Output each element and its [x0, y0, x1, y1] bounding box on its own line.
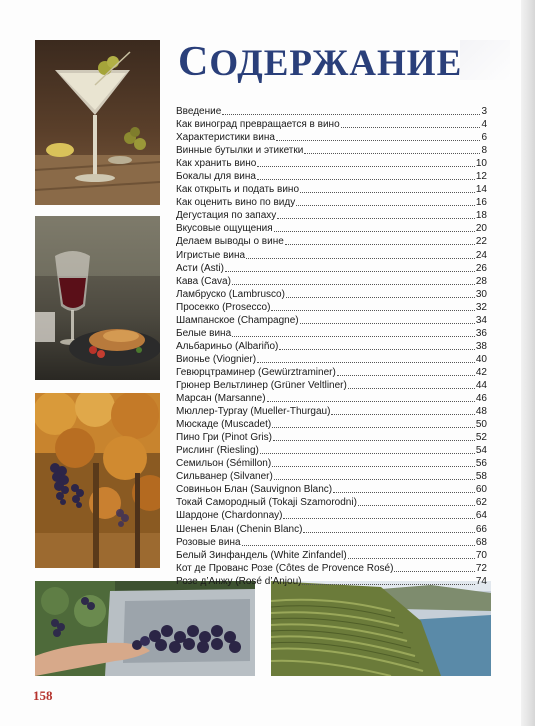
toc-entry[interactable] [176, 183, 487, 196]
toc-entry[interactable] [176, 105, 487, 118]
toc-entry-page: 28 [475, 275, 487, 287]
toc-dot-leader [337, 367, 475, 376]
faded-corner-decoration [460, 40, 510, 80]
toc-dot-leader [303, 524, 474, 533]
toc-dot-leader [348, 380, 475, 389]
toc-entry-title: Как открыть и подать вино [176, 184, 300, 196]
toc-entry-page: 34 [475, 314, 487, 326]
toc-entry[interactable] [176, 392, 487, 405]
toc-entry-page: 4 [481, 119, 487, 131]
toc-entry[interactable] [176, 549, 487, 562]
toc-entry-page: 6 [481, 132, 487, 144]
vineyard-photo [35, 393, 160, 568]
toc-entry-title: Как оценить вино по виду [176, 197, 296, 209]
toc-entry[interactable] [176, 157, 487, 170]
toc-dot-leader [274, 471, 475, 480]
toc-entry-page: 12 [475, 171, 487, 183]
toc-entry-title: Винные бутылки и этикетки [176, 145, 304, 157]
toc-entry[interactable] [176, 496, 487, 509]
toc-entry-title: Пино Гри (Pinot Gris) [176, 432, 272, 444]
toc-entry-title: Вионье (Viognier) [176, 353, 257, 365]
toc-entry-page: 70 [475, 549, 487, 561]
toc-entry[interactable] [176, 457, 487, 470]
toc-entry[interactable] [176, 301, 487, 314]
toc-entry-page: 18 [475, 210, 487, 222]
toc-dot-leader [341, 119, 481, 128]
toc-dot-leader [348, 550, 475, 559]
toc-entry-page: 62 [475, 497, 487, 509]
toc-entry-page: 26 [475, 262, 487, 274]
toc-dot-leader [331, 406, 474, 415]
page-number: 158 [33, 688, 53, 703]
toc-entry-title: Характеристики вина [176, 132, 275, 144]
toc-dot-leader [273, 432, 475, 441]
toc-entry-page: 42 [475, 366, 487, 378]
toc-dot-leader [358, 497, 475, 506]
toc-entry-page: 72 [475, 562, 487, 574]
toc-entry[interactable] [176, 249, 487, 262]
toc-entry[interactable] [176, 562, 487, 575]
toc-entry-page: 46 [475, 393, 487, 405]
toc-entry-page: 52 [475, 432, 487, 444]
toc-dot-leader [257, 158, 475, 167]
toc-entry-title: Шенен Блан (Chenin Blanc) [176, 523, 303, 535]
toc-dot-leader [304, 145, 480, 154]
toc-entry-title: Гевюрцтраминер (Gewürztraminer) [176, 366, 336, 378]
toc-entry[interactable] [176, 144, 487, 157]
toc-entry[interactable] [176, 483, 487, 496]
toc-entry-page: 32 [475, 301, 487, 313]
toc-entry[interactable] [176, 575, 487, 588]
toc-entry-title: Дегустация по запаху [176, 210, 277, 222]
toc-dot-leader [302, 576, 474, 585]
toc-entry[interactable] [176, 118, 487, 131]
toc-entry[interactable] [176, 222, 487, 235]
toc-entry-page: 64 [475, 510, 487, 522]
toc-entry[interactable] [176, 379, 487, 392]
toc-dot-leader [232, 328, 475, 337]
toc-entry-title: Как виноград превращается в вино [176, 119, 340, 131]
toc-entry-title: Мюскаде (Muscadet) [176, 419, 272, 431]
page-title: СОДЕРЖАНИЕ [178, 39, 463, 85]
steak-wine-photo [35, 216, 160, 380]
toc-entry-title: Семильон (Sémillon) [176, 458, 272, 470]
toc-entry-page: 14 [475, 184, 487, 196]
toc-entry[interactable] [176, 235, 487, 248]
toc-entry-page: 60 [475, 484, 487, 496]
toc-entry[interactable] [176, 444, 487, 457]
toc-entry[interactable] [176, 131, 487, 144]
toc-entry-page: 56 [475, 458, 487, 470]
toc-dot-leader [257, 354, 475, 363]
toc-entry-title: Просекко (Prosecco) [176, 301, 271, 313]
toc-entry-title: Вкусовые ощущения [176, 223, 273, 235]
toc-dot-leader [260, 445, 475, 454]
toc-entry[interactable] [176, 340, 487, 353]
toc-entry-page: 74 [475, 575, 487, 587]
toc-entry[interactable] [176, 405, 487, 418]
toc-entry-title: Белый Зинфандель (White Zinfandel) [176, 549, 347, 561]
toc-entry-page: 20 [475, 223, 487, 235]
toc-entry-title: Кава (Cava) [176, 275, 231, 287]
toc-dot-leader [283, 510, 474, 519]
toc-entry[interactable] [176, 196, 487, 209]
toc-entry-title: Токай Самородный (Tokaji Szamorodni) [176, 497, 357, 509]
toc-entry-title: Ламбруско (Lambrusco) [176, 288, 285, 300]
toc-entry[interactable] [176, 262, 487, 275]
toc-entry-page: 3 [481, 106, 487, 117]
toc-dot-leader [225, 263, 475, 272]
toc-entry-page: 10 [475, 158, 487, 170]
toc-entry-title: Кот де Прованс Розе (Côtes de Provence Rosé) [176, 562, 394, 574]
toc-entry-title: Розовые вина [176, 536, 241, 548]
toc-entry[interactable] [176, 209, 487, 222]
toc-dot-leader [257, 171, 475, 180]
toc-entry-page: 36 [475, 327, 487, 339]
toc-entry-title: Белые вина [176, 327, 232, 339]
toc-entry-page: 54 [475, 445, 487, 457]
toc-entry[interactable] [176, 327, 487, 340]
toc-entry-page: 68 [475, 536, 487, 548]
toc-dot-leader [300, 315, 475, 324]
toc-entry-title: Марсан (Marsanne) [176, 393, 266, 405]
toc-entry-title: Рислинг (Riesling) [176, 445, 259, 457]
toc-entry-title: Игристые вина [176, 249, 246, 261]
toc-entry-title: Альбариньо (Albariño) [176, 340, 279, 352]
toc-entry-page: 58 [475, 471, 487, 483]
toc-entry-title: Розе д’Анжу (Rosé d’Anjou) [176, 575, 302, 587]
table-of-contents [176, 105, 487, 588]
toc-entry[interactable] [176, 275, 487, 288]
toc-dot-leader [279, 341, 475, 350]
toc-entry-title: Делаем выводы о вине [176, 236, 284, 248]
toc-entry[interactable] [176, 418, 487, 431]
toc-entry-page: 16 [475, 197, 487, 209]
toc-entry-page: 24 [475, 249, 487, 261]
toc-dot-leader [232, 276, 475, 285]
toc-entry-page: 66 [475, 523, 487, 535]
toc-entry-page: 44 [475, 379, 487, 391]
toc-entry-title: Как хранить вино [176, 158, 257, 170]
toc-entry-page: 8 [481, 145, 487, 157]
toc-dot-leader [333, 484, 475, 493]
toc-entry-title: Шардоне (Chardonnay) [176, 510, 283, 522]
toc-entry-title: Введение [176, 106, 222, 117]
toc-dot-leader [394, 563, 474, 572]
toc-dot-leader [246, 250, 475, 259]
terraces-photo [271, 581, 491, 676]
toc-entry-title: Асти (Asti) [176, 262, 224, 274]
toc-entry[interactable] [176, 170, 487, 183]
toc-entry-title: Грюнер Вельтлинер (Grüner Veltliner) [176, 379, 347, 391]
toc-entry-title: Совиньон Блан (Sauvignon Blanc) [176, 484, 333, 496]
toc-dot-leader [296, 197, 475, 206]
toc-entry-page: 38 [475, 340, 487, 352]
toc-dot-leader [272, 458, 475, 467]
toc-entry[interactable] [176, 523, 487, 536]
page-edge [521, 0, 535, 726]
martini-photo [35, 40, 160, 205]
toc-dot-leader [286, 289, 475, 298]
toc-dot-leader [276, 132, 481, 141]
toc-entry-page: 30 [475, 288, 487, 300]
toc-entry-title: Сильванер (Silvaner) [176, 471, 273, 483]
toc-entry-page: 22 [475, 236, 487, 248]
toc-entry-page: 48 [475, 406, 487, 418]
toc-entry[interactable] [176, 509, 487, 522]
toc-dot-leader [267, 393, 475, 402]
toc-entry-title: Шампанское (Champagne) [176, 314, 299, 326]
toc-entry-title: Мюллер-Тургау (Mueller-Thurgau) [176, 406, 331, 418]
toc-entry-page: 40 [475, 353, 487, 365]
toc-dot-leader [242, 537, 475, 546]
toc-dot-leader [285, 236, 475, 245]
toc-entry[interactable] [176, 366, 487, 379]
toc-entry[interactable] [176, 470, 487, 483]
toc-entry[interactable] [176, 353, 487, 366]
toc-entry[interactable] [176, 536, 487, 549]
toc-entry[interactable] [176, 288, 487, 301]
toc-dot-leader [222, 106, 480, 115]
harvest-photo [35, 581, 255, 676]
toc-entry-page: 50 [475, 419, 487, 431]
toc-dot-leader [300, 184, 475, 193]
toc-entry[interactable] [176, 314, 487, 327]
toc-entry-title: Бокалы для вина [176, 171, 256, 183]
toc-dot-leader [274, 223, 475, 232]
toc-dot-leader [272, 419, 475, 428]
toc-dot-leader [271, 302, 474, 311]
toc-dot-leader [277, 210, 475, 219]
toc-entry[interactable] [176, 431, 487, 444]
